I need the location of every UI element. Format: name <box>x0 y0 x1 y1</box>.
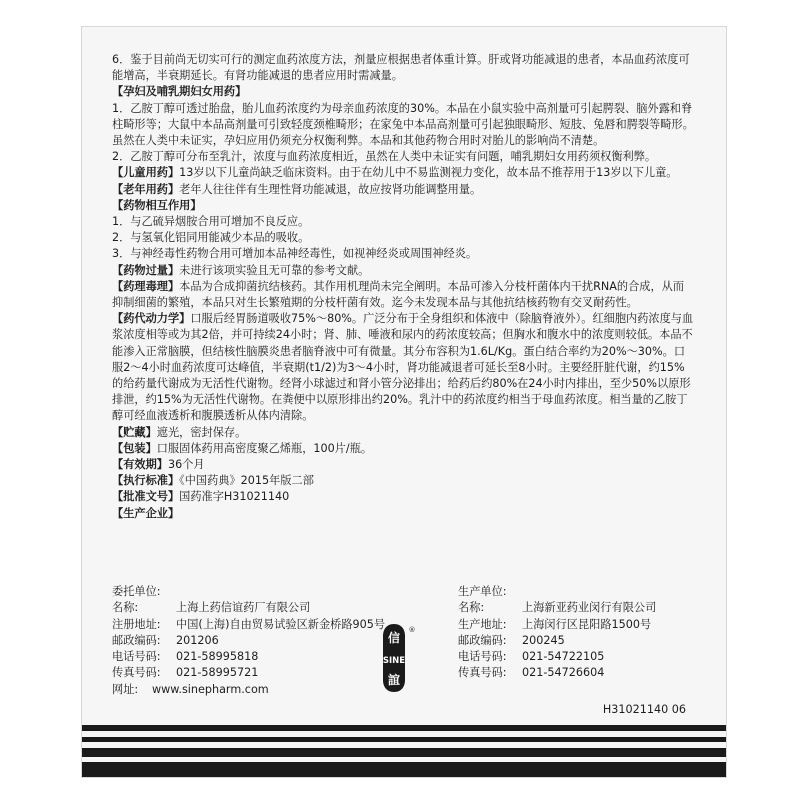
section-text: 《中国药典》2015年版二部 <box>179 474 314 488</box>
insert-body <box>112 52 694 522</box>
manufacturer-fax: 传真号码: 021-54726604 <box>458 666 605 680</box>
manufacturer-column <box>458 584 656 682</box>
section-title: 【包装】 <box>112 441 157 455</box>
section-text: 老年人往往伴有生理性肾功能减退，故应按肾功能调整用量。 <box>179 182 482 196</box>
consignor-heading: 委托单位: <box>112 585 161 598</box>
dosage-item-6: 6．鉴于目前尚无切实可行的测定血药浓度方法，剂量应根据患者体重计算。肝或肾功能减退的患者，本品血药浓度可能增高，半衰期延长。有肾功能减退的患者应用时需减量。 <box>112 53 690 83</box>
consignor-phone: 电话号码: 021-58995818 <box>112 650 259 664</box>
section-title: 【药物相互作用】 <box>112 198 202 212</box>
paragraph: 2．乙胺丁醇可分布至乳汁，浓度与血药浓度相近，虽然在人类中未证实有问题，哺乳期妇女用药须权衡利弊。 <box>112 150 657 164</box>
consignor-zip: 邮政编码: 201206 <box>112 633 219 647</box>
section-elderly <box>112 182 694 198</box>
logo-char-top: 信 <box>387 631 401 645</box>
stripe <box>82 748 726 757</box>
section-title: 【药物过量】 <box>112 263 180 277</box>
manufacturer-phone: 电话号码: 021-54722105 <box>458 650 605 664</box>
manufacturer-heading: 生产单位: <box>458 585 507 598</box>
package-insert-sheet <box>81 26 727 778</box>
sine-logo <box>372 622 416 694</box>
section-title: 【药理毒理】 <box>112 279 180 293</box>
batch-code: H31021140 06 <box>602 703 686 716</box>
stripe <box>82 737 726 742</box>
section-pharmacokinetics <box>112 311 694 424</box>
consignor-fax: 传真号码: 021-58995721 <box>112 666 259 680</box>
list-item: 3．与神经毒性药物合用可增加本品神经毒性，如视神经炎或周围神经炎。 <box>112 247 478 261</box>
manufacturer-address: 生产地址: 上海闵行区昆阳路1500号 <box>458 617 652 631</box>
section-pregnancy <box>112 84 694 165</box>
section-title: 【儿童用药】 <box>112 166 180 180</box>
section-text: 36个月 <box>167 458 205 472</box>
section-interactions <box>112 198 694 263</box>
section-title: 【药代动力学】 <box>112 312 191 326</box>
section-text: 本品为合成抑菌抗结核药。其作用机理尚未完全阐明。本品可渗入分枝杆菌体内干扰RNA的合成，从而抑制细菌的繁殖，本品只对生长繁殖期的分枝杆菌有效。迄今未发现本品与其他抗结核药物有交叉耐药性。 <box>112 279 685 310</box>
section-title: 【贮藏】 <box>112 425 157 439</box>
consignor-name: 名称: 上海上药信谊药厂有限公司 <box>112 601 311 615</box>
paragraph: 1．乙胺丁醇可透过胎盘，胎儿血药浓度约为母亲血药浓度的30%。本品在小鼠实验中高剂量可引起腭裂、脑外露和脊柱畸形等；大鼠中本品高剂量可引致轻度颈椎畸形；在家兔中本品高剂量可引起独眼畸形、短肢、兔唇和腭裂等畸形。虽然在人类中未证实，孕妇应用仍须充分权衡利弊。本品和其他药物合用时对胎儿的影响尚不清楚。 <box>112 101 694 148</box>
section-title: 【孕妇及哺乳期妇女用药】 <box>112 85 247 99</box>
section-text: 13岁以下儿童尚缺乏临床资料。由于在幼儿中不易监测视力变化，故本品不推荐用于13岁以下儿童。 <box>179 166 678 180</box>
section-title: 【老年用药】 <box>112 182 180 196</box>
section-title: 【生产企业】 <box>112 506 180 520</box>
consignor-column <box>112 584 385 698</box>
stripe <box>82 762 726 777</box>
section-storage <box>112 425 694 441</box>
section-package <box>112 441 694 457</box>
section-producer <box>112 506 694 522</box>
section-pharmacology <box>112 279 694 311</box>
list-item: 2．与氢氧化铝同用能减少本品的吸收。 <box>112 231 310 245</box>
consignor-website: 网址: www.sinepharm.com <box>112 682 269 696</box>
section-title: 【批准文号】 <box>112 490 180 504</box>
stripe <box>82 725 726 731</box>
stripe-band <box>82 721 726 777</box>
section-children <box>112 165 694 181</box>
section-standard <box>112 473 694 489</box>
section-title: 【有效期】 <box>112 458 168 472</box>
logo-sine-text: SINE <box>382 656 406 666</box>
manufacturer-zip: 邮政编码: 200245 <box>458 633 565 647</box>
section-text: 国药准字H31021140 <box>179 490 290 504</box>
section-validity <box>112 457 694 473</box>
registered-mark: ® <box>408 626 416 634</box>
section-overdose <box>112 263 694 279</box>
section-title: 【执行标准】 <box>112 474 180 488</box>
list-item: 1．与乙硫异烟胺合用可增加不良反应。 <box>112 215 310 229</box>
manufacturer-name: 名称: 上海新亚药业闵行有限公司 <box>458 601 657 615</box>
section-text: 遮光，密封保存。 <box>156 425 247 439</box>
section-approval <box>112 489 694 505</box>
section-text: 未进行该项实验且无可靠的参考文献。 <box>179 263 370 277</box>
section-text: 口服后经胃肠道吸收75%～80%。广泛分布于全身组织和体液中（除脑脊液外）。红细胞内药浓度与血浆浓度相等或为其2倍，并可持续24小时；肾、肺、唾液和尿内的药浓度较高；但胸水和腹水中的浓度则较低。本品不能渗入正常脑膜，但结核性脑膜炎患者脑脊液中可有微量。其分布容积为1.6L/Kg。蛋白结合率约为20%～30%。口服2～4小时血药浓度可达峰值，半衰期(t1/2)为3～4小时，肾功能减退者可延长至8小时。主要经肝脏代谢，约15%的给药量代谢成为无活性代谢物。经肾小球滤过和肾小管分泌排出；给药后约80%在24小时内排出，至少50%以原形排泄，约15%为无活性代谢物。在粪便中以原形排出约20%。乳汁中的药浓度约相当于母血药浓度。相当量的乙胺丁醇可经血液透析和腹膜透析从体内清除。 <box>112 312 694 423</box>
consignor-address: 注册地址: 中国(上海)自由贸易试验区新金桥路905号 <box>112 617 386 631</box>
logo-char-bottom: 誼 <box>387 673 401 687</box>
section-text: 口服固体药用高密度聚乙烯瓶，100片/瓶。 <box>156 441 373 455</box>
